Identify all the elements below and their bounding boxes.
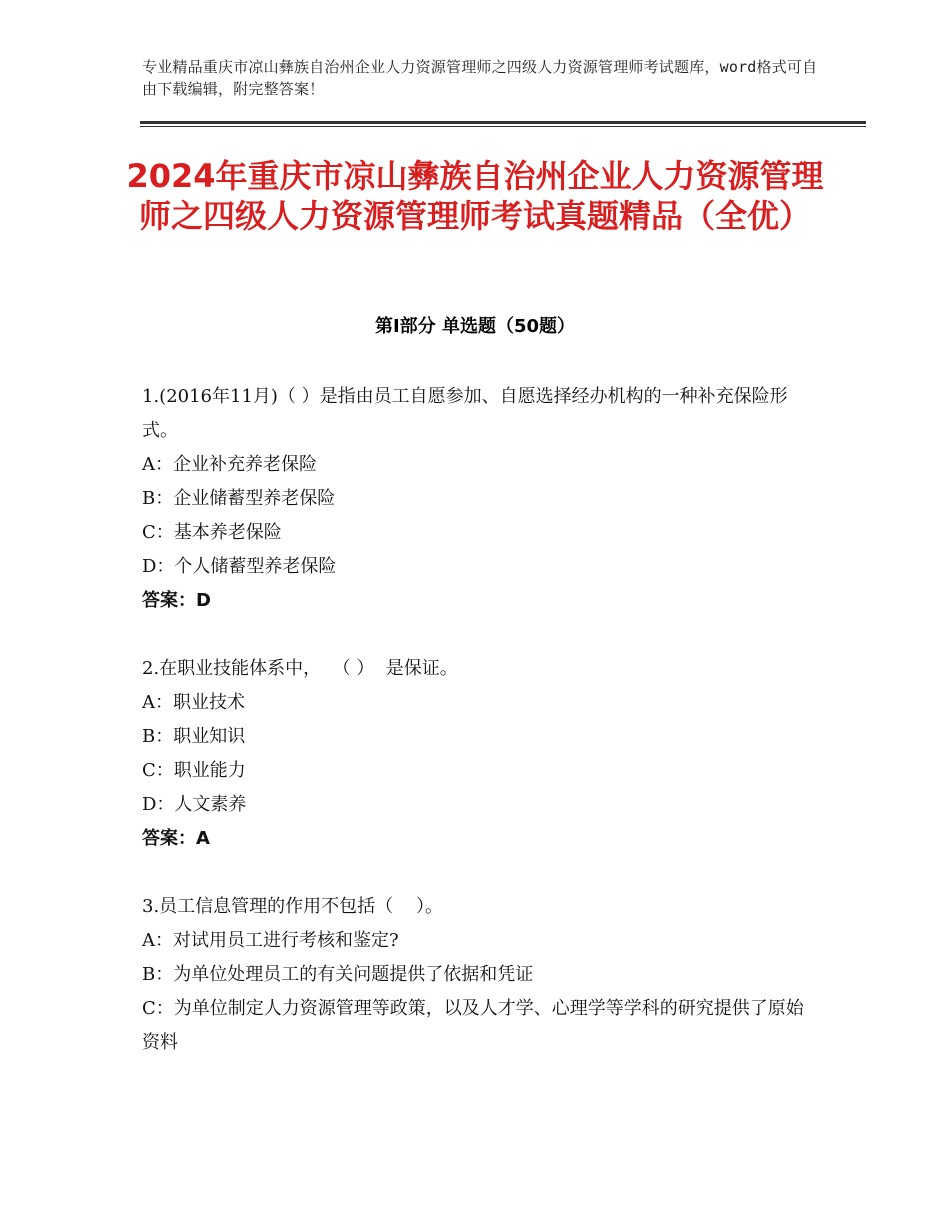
option-b: B：企业储蓄型养老保险 xyxy=(142,488,336,509)
header-note: 专业精品重庆市凉山彝族自治州企业人力资源管理师之四级人力资源管理师考试题库，word格式可自由下载编辑，附完整答案！ xyxy=(142,58,818,98)
option-a: A：企业补充养老保险 xyxy=(142,454,317,475)
option-b: B：职业知识 xyxy=(142,726,246,747)
option-c: C：基本养老保险 xyxy=(142,522,282,543)
option-a: A：对试用员工进行考核和鉴定? xyxy=(142,930,399,951)
document-title: 2024年重庆市凉山彝族自治州企业人力资源管理师之四级人力资源管理师考试真题精品（全优） xyxy=(126,157,824,235)
question-1 xyxy=(142,380,812,618)
option-d: D：人文素养 xyxy=(142,794,247,815)
question-stem: 3.员工信息管理的作用不包括（ ）。 xyxy=(142,896,444,917)
header-divider-thin xyxy=(140,126,866,127)
option-d: D：个人储蓄型养老保险 xyxy=(142,556,337,577)
option-b: B：为单位处理员工的有关问题提供了依据和凭证 xyxy=(142,964,534,985)
option-a: A：职业技术 xyxy=(142,692,245,713)
section-title: 第Ⅰ部分 单选题（50题） xyxy=(374,316,575,337)
question-stem: 1.(2016年11月)（ ）是指由员工自愿参加、自愿选择经办机构的一种补充保险形式。 xyxy=(142,386,788,441)
questions-list xyxy=(142,380,812,1094)
question-stem: 2.在职业技能体系中， （ ） 是保证。 xyxy=(142,658,458,679)
question-2 xyxy=(142,652,812,856)
option-c: C：职业能力 xyxy=(142,760,246,781)
option-c: C：为单位制定人力资源管理等政策，以及人才学、心理学等学科的研究提供了原始资料 xyxy=(142,998,804,1053)
answer: 答案：D xyxy=(142,590,211,611)
header-divider-thick xyxy=(140,121,866,124)
question-3 xyxy=(142,890,812,1060)
answer: 答案：A xyxy=(142,828,210,849)
